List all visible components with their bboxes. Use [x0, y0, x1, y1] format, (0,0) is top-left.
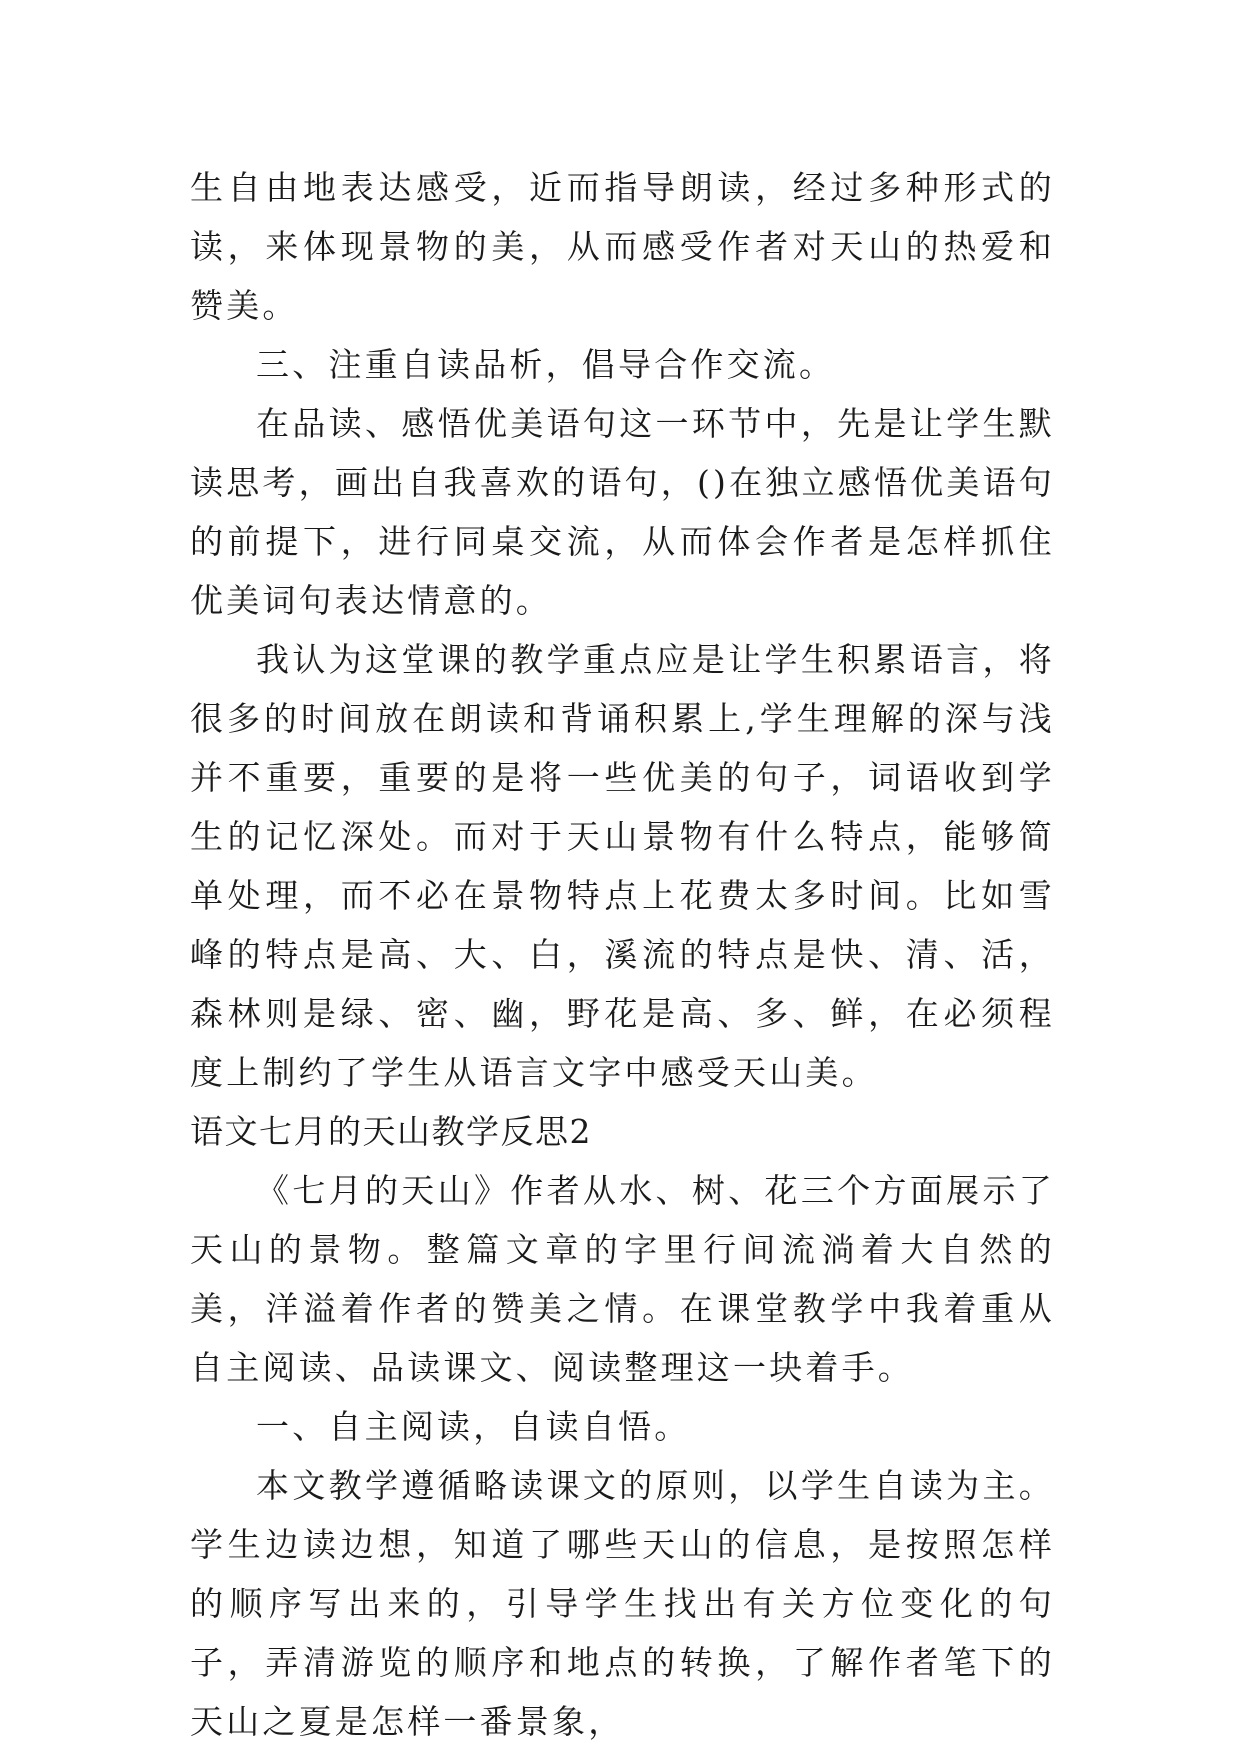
paragraph-teaching-focus: 我认为这堂课的教学重点应是让学生积累语言，将很多的时间放在朗读和背诵积累上,学生理解的深与浅并不重要，重要的是将一些优美的句子，词语收到学生的记忆深处。而对于天山景物有什么特点，能够简单处理，而不必在景物特点上花费太多时间。比如雪峰的特点是高、大、白，溪流的特点是快、清、活，森林则是绿、密、幽，野花是高、多、鲜，在必须程度上制约了学生从语言文字中感受天山美。	[190, 640, 1055, 1092]
paragraph-self-reading: 本文教学遵循略读课文的原则，以学生自读为主。学生边读边想，知道了哪些天山的信息，是按照怎样的顺序写出来的，引导学生找出有关方位变化的句子，弄清游览的顺序和地点的转换，了解作者笔下的天山之夏是怎样一番景象，	[190, 1466, 1055, 1741]
section-heading-three: 三、注重自读品析，倡导合作交流。	[256, 345, 836, 384]
paragraph-reading-analysis: 在品读、感悟优美语句这一环节中，先是让学生默读思考，画出自我喜欢的语句，()在独立感悟优美语句的前提下，进行同桌交流，从而体会作者是怎样抓住优美词句表达情意的。	[190, 404, 1055, 620]
document-section-title: 语文七月的天山教学反思2	[190, 1112, 592, 1151]
document-body	[190, 158, 1055, 1751]
paragraph-continued: 生自由地表达感受，近而指导朗读，经过多种形式的读，来体现景物的美，从而感受作者对天山的热爱和赞美。	[190, 168, 1055, 325]
section-heading-one: 一、自主阅读，自读自悟。	[256, 1407, 691, 1446]
paragraph-intro: 《七月的天山》作者从水、树、花三个方面展示了天山的景物。整篇文章的字里行间流淌着大自然的美，洋溢着作者的赞美之情。在课堂教学中我着重从自主阅读、品读课文、阅读整理这一块着手。	[190, 1171, 1055, 1387]
